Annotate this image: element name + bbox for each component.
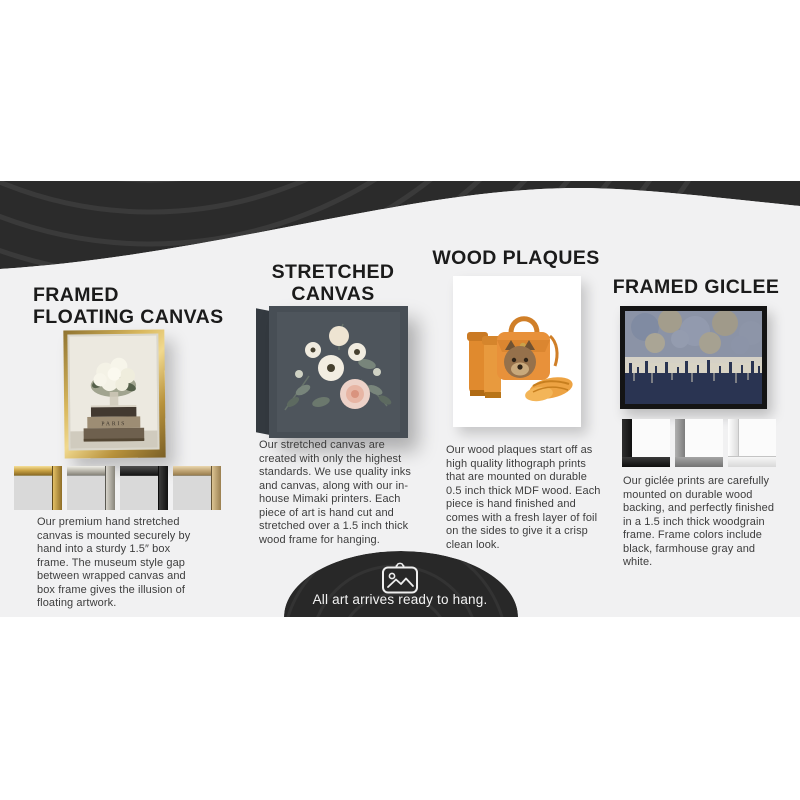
floater-gap [67, 334, 159, 451]
hanging-picture-icon [378, 560, 422, 594]
frame-swatch-white [728, 419, 776, 467]
frame-edge [158, 466, 168, 510]
wood-plaque-product-image [453, 276, 581, 427]
frame-swatch-farmhouse-gray [675, 419, 723, 467]
frame-edge [675, 457, 723, 467]
frame-edge [622, 457, 670, 467]
frame-edge [105, 466, 115, 510]
frame-swatch-silver [67, 466, 115, 510]
description-stretched-canvas: Our stretched canvas are created with only the highest standards. We use quality inks and canvas, along with our in-house Mimaki printers. Each piece of art is hand cut and stretched over a 1.5 inch thick wood frame for hanging. [259, 439, 411, 546]
stretched-canvas-product-image [256, 306, 408, 442]
description-framed-floating-canvas: Our premium hand stretched canvas is mounted securely by hand into a sturdy 1.5″ box frame. The museum style gap between wrapped canvas and box frame gives the illusion of floating artwork. [37, 516, 191, 609]
hydrangea-books-artwork [69, 336, 157, 449]
frame-swatch-black [120, 466, 168, 510]
canvas-front-face [269, 306, 408, 438]
heading-framed-floating-canvas [33, 284, 224, 328]
frame-swatch-black [622, 419, 670, 467]
heading-line: WOOD PLAQUES [432, 247, 600, 269]
frame-edge [211, 466, 221, 510]
description-framed-giclee: Our giclée prints are carefully mounted on durable wood backing, and perfectly finished in a 1.5 inch thick woodgrain frame. Frame colors include black, farmhouse gray and white. [623, 475, 775, 568]
frame-edge [52, 466, 62, 510]
canvas-side-face [256, 308, 270, 435]
description-wood-plaques: Our wood plaques start off as high quality lithograph prints that are mounted on durable 0.5 inch thick MDF wood. Each piece is hand finished and comes with a fresh layer of foil on the sides to give it a crisp clean look. [446, 444, 601, 551]
floral-artwork [269, 306, 408, 438]
heading-line: FLOATING CANVAS [33, 306, 224, 329]
floating-canvas-product-image [63, 329, 165, 458]
heading-framed-giclee [612, 276, 780, 298]
dog-and-bag-artwork [453, 276, 581, 427]
frame-swatch-gold [14, 466, 62, 510]
giclee-frame-swatches [622, 419, 776, 467]
heading-stretched-canvas [246, 261, 420, 305]
abstract-artwork [625, 311, 762, 404]
ready-to-hang-text: All art arrives ready to hang. [312, 592, 488, 607]
frame-edge [728, 456, 776, 467]
heading-line: FRAMED [33, 284, 119, 306]
floater-frame-swatches [14, 466, 221, 510]
heading-line: STRETCHED [271, 261, 395, 283]
book-spine-label: PARIS [101, 421, 127, 428]
framed-giclee-product-image [620, 306, 767, 409]
heading-line: CANVAS [291, 283, 375, 306]
heading-wood-plaques [430, 247, 602, 269]
heading-line: FRAMED GICLEE [612, 276, 780, 298]
frame-swatch-natural-gold [173, 466, 221, 510]
